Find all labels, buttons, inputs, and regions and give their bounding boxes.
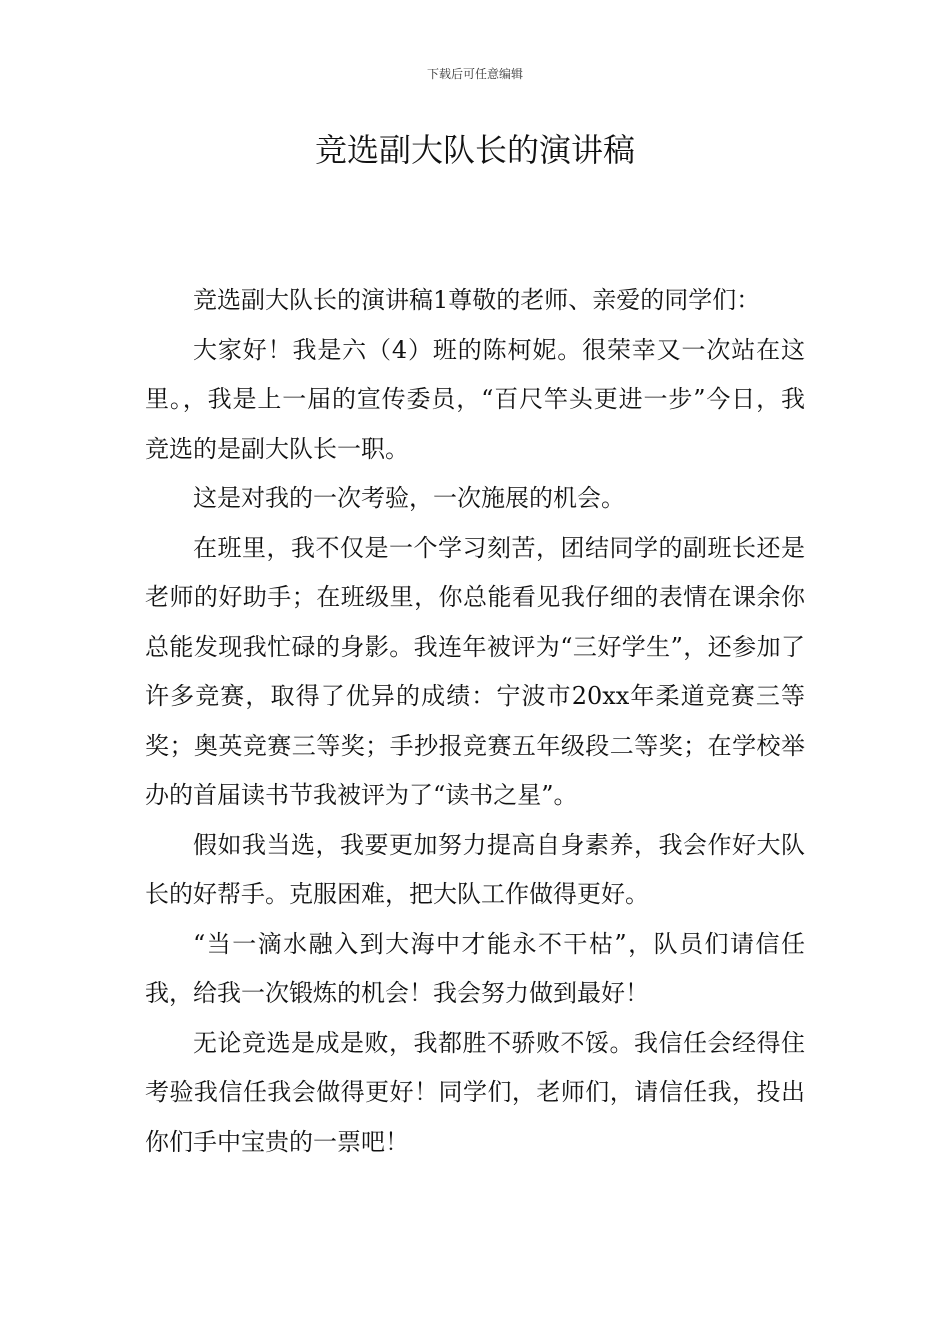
paragraph: 无论竞选是成是败，我都胜不骄败不馁。我信任会经得住考验我信任我会做得更好！同学们，老师们，请信任我，投出你们手中宝贵的一票吧！	[145, 1028, 805, 1156]
document-title: 竞选副大队长的演讲稿	[314, 131, 635, 169]
paragraph: 假如我当选，我要更加努力提高自身素养，我会作好大队长的好帮手。克服困难，把大队工作做得更好。	[145, 830, 805, 908]
paragraph: 大家好！我是六（4）班的陈柯妮。很荣幸又一次站在这里。，我是上一届的宣传委员，“百尺竿头更进一步”今日，我竞选的是副大队长一职。	[145, 335, 805, 463]
paragraph: 在班里，我不仅是一个学习刻苦，团结同学的副班长还是老师的好助手；在班级里，你总能看见我仔细的表情在课余你总能发现我忙碌的身影。我连年被评为“三好学生”，还参加了许多竞赛，取得了优异的成绩：宁波市20xx年柔道竞赛三等奖；奥英竞赛三等奖；手抄报竞赛五年级段二等奖；在学校举办的首届读书节我被评为了“读书之星”。	[145, 533, 805, 809]
paragraph: “当一滴水融入到大海中才能永不干枯”，队员们请信任我，给我一次锻炼的机会！我会努力做到最好！	[145, 929, 805, 1007]
header-note: 下载后可任意编辑	[426, 67, 523, 81]
document-body	[145, 276, 805, 1167]
paragraph: 这是对我的一次考验，一次施展的机会。	[193, 484, 625, 512]
paragraph: 竞选副大队长的演讲稿1尊敬的老师、亲爱的同学们：	[193, 286, 761, 314]
